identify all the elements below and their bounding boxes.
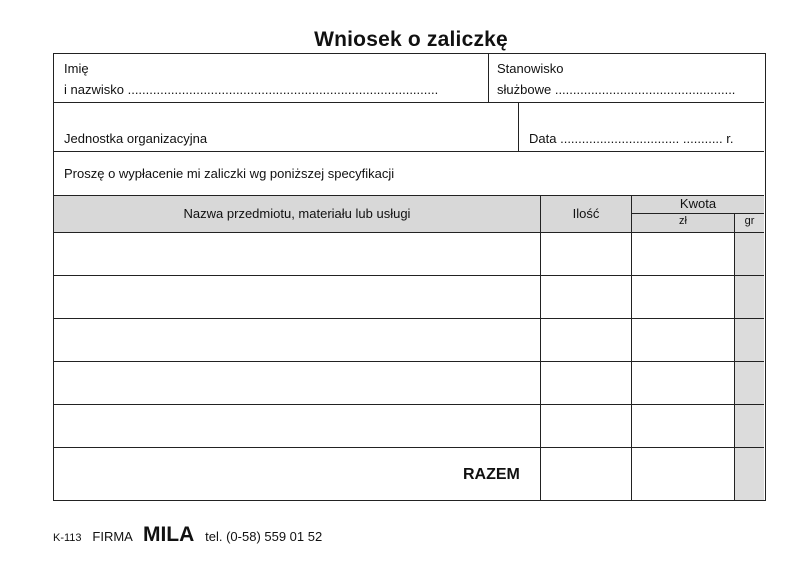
col-header-name: Nazwa przedmiotu, materiału lub usługi [183, 206, 411, 221]
nazwisko-label: i nazwisko [64, 82, 124, 97]
row-divider [54, 151, 764, 152]
data-suffix: r. [726, 131, 734, 146]
row-divider [54, 318, 764, 319]
nazwisko-field[interactable] [64, 82, 438, 97]
request-text: Proszę o wypłacenie mi zaliczki wg poniższej specyfikacji [64, 166, 395, 181]
col-divider [488, 54, 489, 102]
col-header-qty: Ilość [572, 206, 600, 221]
kwota-divider [632, 213, 764, 214]
col-divider [631, 195, 632, 500]
col-divider [734, 213, 735, 500]
brand-name: MILA [142, 523, 195, 546]
row-divider [54, 447, 764, 448]
form-code: K-113 [53, 532, 82, 544]
total-label: RAZEM [463, 466, 520, 483]
gr-column-shade [735, 214, 764, 500]
col-header-zl: zł [679, 215, 687, 227]
sluzbowe-field[interactable] [497, 82, 735, 97]
col-divider [518, 102, 519, 151]
advance-request-form [53, 53, 766, 501]
col-header-gr: gr [744, 215, 755, 227]
row-divider [54, 361, 764, 362]
col-divider [540, 195, 541, 500]
imie-label: Imię [64, 61, 89, 76]
phone: tel. (0-58) 559 01 52 [205, 529, 323, 544]
firma-label: FIRMA [92, 529, 133, 544]
col-header-amount: Kwota [679, 196, 717, 211]
data-dots-year: ........... [682, 131, 723, 146]
jednostka-field[interactable]: Jednostka organizacyjna [64, 131, 208, 146]
data-field[interactable] [529, 131, 734, 146]
stanowisko-label: Stanowisko [497, 61, 564, 76]
row-divider [54, 102, 764, 103]
sluzbowe-dots: .................................................. [554, 82, 736, 97]
form-title: Wniosek o zaliczkę [314, 28, 508, 51]
data-label: Data [529, 131, 557, 146]
data-dots: ................................. [560, 131, 680, 146]
nazwisko-dots: ...................................................................................... [127, 82, 439, 97]
row-divider [54, 275, 764, 276]
footer [53, 523, 322, 547]
row-divider [54, 232, 764, 233]
sluzbowe-label: służbowe [497, 82, 552, 97]
row-divider [54, 404, 764, 405]
